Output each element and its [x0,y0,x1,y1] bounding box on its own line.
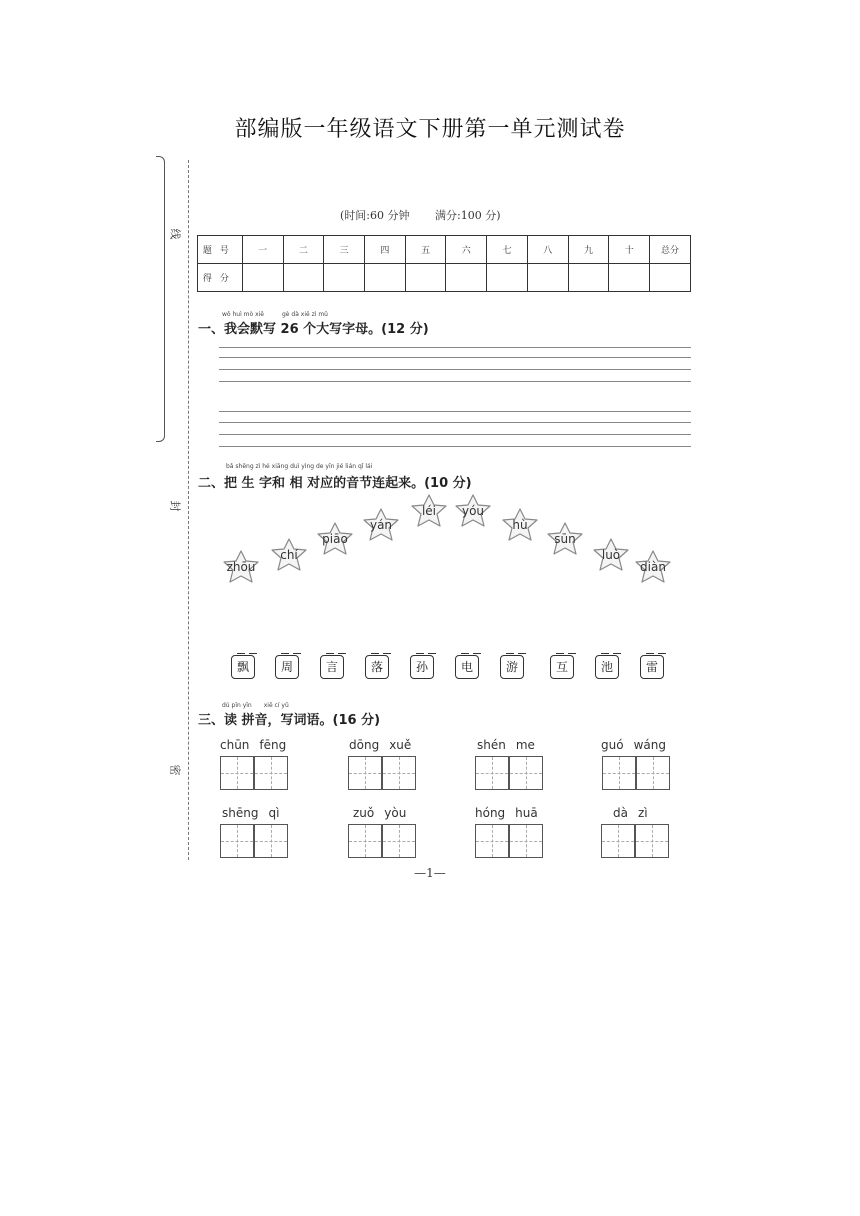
syllable-label: yán [369,518,393,532]
full-score: 满分:100 分) [435,209,501,222]
writing-grid-cell[interactable] [348,756,382,790]
character-box[interactable]: 互 [550,655,574,679]
word-syllable: zuǒ [353,806,375,820]
section1-title: 一、我会默写 26 个大写字母。(12 分) [198,322,429,337]
writing-line[interactable] [219,411,691,412]
score-cell[interactable] [324,264,365,292]
word-syllable: zì [637,806,648,820]
character-box[interactable]: 落 [365,655,389,679]
writing-line[interactable] [219,347,691,348]
syllable-label: hù [512,518,528,532]
writing-grid-cell[interactable] [382,756,416,790]
section3-title: 三、读 拼音，写词语。(16 分) [198,713,381,728]
table-cell: 四 [364,236,405,264]
character-box[interactable]: 飘 [231,655,255,679]
syllable-star[interactable] [546,522,584,556]
table-cell: 五 [405,236,446,264]
side-mark-feng: 封 [168,500,182,512]
writing-grid-cell[interactable] [382,824,416,858]
writing-grid-cell[interactable] [475,824,509,858]
character-box[interactable]: 言 [320,655,344,679]
writing-line[interactable] [219,422,691,423]
score-cell[interactable] [242,264,283,292]
character-box[interactable]: 孙 [410,655,434,679]
character-box[interactable]: 游 [500,655,524,679]
side-mark-mi: 密 [168,764,182,776]
syllable-star[interactable] [270,538,308,572]
word-pinyin [477,738,545,752]
word-syllable: dà [613,806,628,820]
score-cell[interactable] [609,264,650,292]
syllable-star[interactable] [501,508,539,542]
score-cell[interactable] [446,264,487,292]
table-cell: 得分 [198,264,243,292]
syllable-label: sūn [554,532,576,546]
score-cell[interactable] [527,264,568,292]
exam-meta [340,207,523,223]
writing-grid-cell[interactable] [635,824,669,858]
table-cell: 十 [609,236,650,264]
section2-title: 二、把 生 字和 相 对应的音节连起来。(10 分) [198,476,472,491]
writing-grid-cell[interactable] [602,756,636,790]
word-syllable: shén [477,738,506,752]
syllable-star[interactable] [634,550,672,584]
score-table [197,235,691,292]
word-syllable: xuě [389,738,412,752]
syllable-label: diàn [640,560,666,574]
document-title: 部编版一年级语文下册第一单元测试卷 [234,117,626,142]
writing-grid-cell[interactable] [636,756,670,790]
word-syllable: yòu [384,806,407,820]
word-syllable: guó [601,738,624,752]
syllable-label: léi [421,504,437,518]
syllable-label: luò [601,548,621,562]
page-number: —1— [414,866,446,880]
character-box[interactable]: 雷 [640,655,664,679]
writing-line[interactable] [219,434,691,435]
syllable-label: chí [280,548,298,562]
word-pinyin [353,806,416,820]
syllable-label: yóu [461,504,485,518]
score-cell[interactable] [650,264,691,292]
section2-pinyin: bǎ shēng zì hé xiāng duì yìng de yīn jié lián qǐ lái [226,463,373,470]
table-cell: 总分 [650,236,691,264]
table-cell: 七 [487,236,528,264]
syllable-star[interactable] [316,522,354,556]
writing-grid-cell[interactable] [601,824,635,858]
score-table-header-row [198,236,691,264]
writing-grid-cell[interactable] [348,824,382,858]
syllable-star[interactable] [454,494,492,528]
word-syllable: huā [515,806,538,820]
table-cell: 二 [283,236,324,264]
syllable-star[interactable] [410,494,448,528]
writing-line[interactable] [219,446,691,447]
word-syllable: me [515,738,535,752]
score-cell[interactable] [487,264,528,292]
time-limit: (时间:60 分钟 [340,209,410,222]
word-pinyin [613,806,658,820]
word-pinyin [220,738,296,752]
syllable-label: piāo [322,532,348,546]
writing-grid-cell[interactable] [509,824,543,858]
word-pinyin [349,738,421,752]
word-syllable: shēng [222,806,259,820]
table-cell: 三 [324,236,365,264]
word-syllable: hóng [475,806,506,820]
writing-grid-cell[interactable] [254,824,288,858]
word-syllable: qì [268,806,280,820]
score-table-score-row [198,264,691,292]
writing-line[interactable] [219,369,691,370]
score-cell[interactable] [405,264,446,292]
section1-pinyin: wǒ huì mò xiě gè dà xiě zì mǔ [222,311,328,318]
syllable-star[interactable] [362,508,400,542]
word-syllable: fēng [259,738,287,752]
writing-grid-cell[interactable] [254,756,288,790]
word-syllable: wáng [633,738,666,752]
syllable-star[interactable] [222,550,260,584]
table-cell: 九 [568,236,609,264]
score-cell[interactable] [364,264,405,292]
word-pinyin [475,806,548,820]
character-box[interactable]: 周 [275,655,299,679]
table-cell: 六 [446,236,487,264]
section3-pinyin: dú pīn yīn xiě cí yǔ [222,702,289,709]
word-syllable: chūn [220,738,250,752]
score-cell[interactable] [283,264,324,292]
syllable-star[interactable] [592,538,630,572]
binding-bracket [156,156,165,442]
writing-grid-cell[interactable] [220,756,254,790]
table-cell: 八 [527,236,568,264]
writing-line[interactable] [219,381,691,382]
writing-grid-cell[interactable] [220,824,254,858]
word-pinyin [601,738,676,752]
writing-line[interactable] [219,357,691,358]
writing-grid-cell[interactable] [475,756,509,790]
table-cell: 题号 [198,236,243,264]
character-box[interactable]: 电 [455,655,479,679]
writing-grid-cell[interactable] [509,756,543,790]
word-pinyin [222,806,289,820]
side-mark-xian: 线 [168,228,182,240]
score-cell[interactable] [568,264,609,292]
word-syllable: dōng [349,738,380,752]
binding-fold-line [188,160,189,860]
table-cell: 一 [242,236,283,264]
character-box[interactable]: 池 [595,655,619,679]
syllable-label: zhōu [226,560,256,574]
